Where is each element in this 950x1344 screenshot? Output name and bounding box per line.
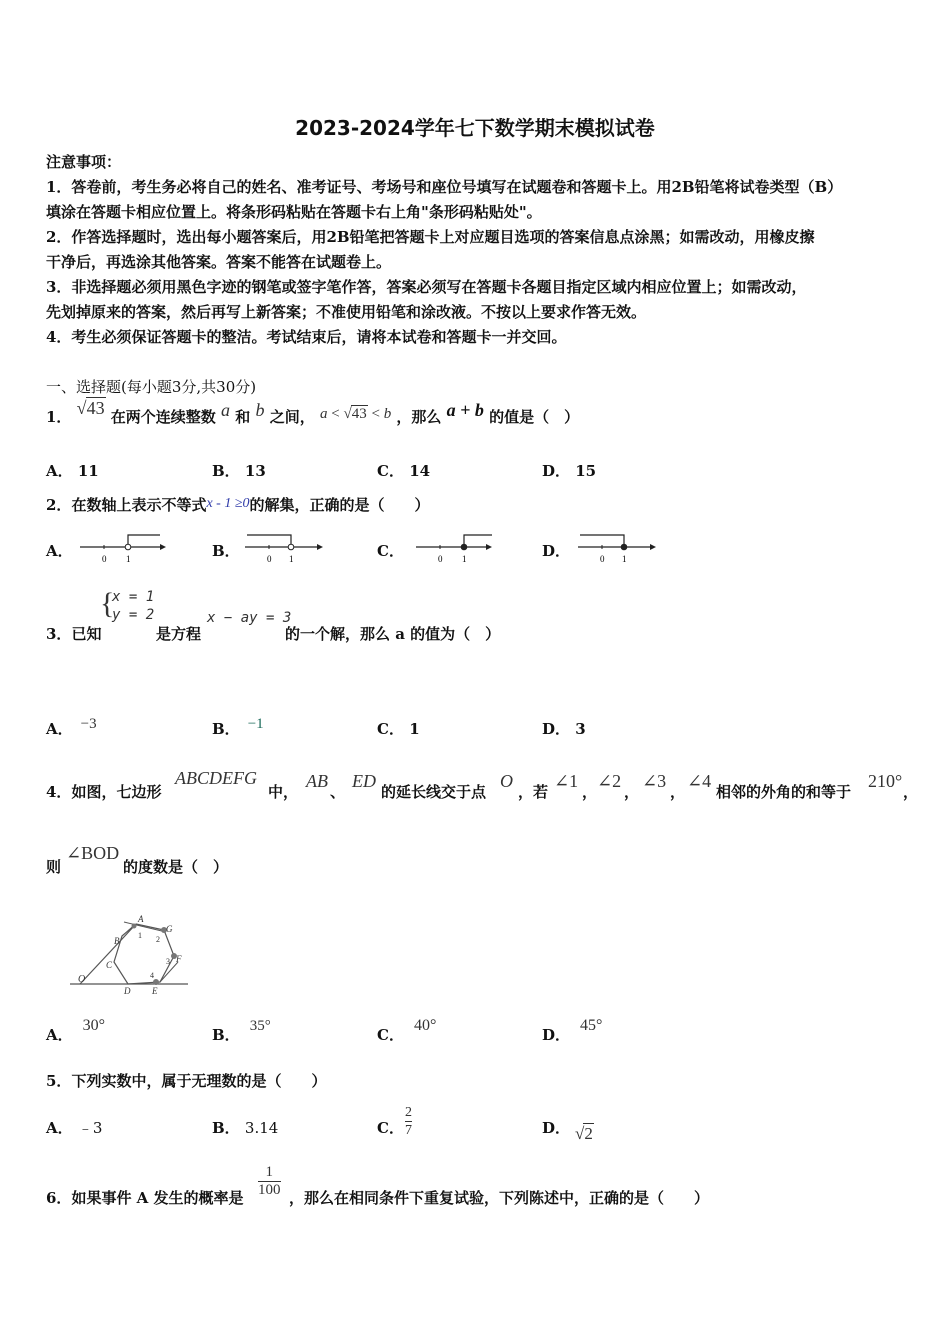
notice-line: 1．答卷前，考生务必将自己的姓名、准考证号、考场号和座位号填写在试题卷和答题卡上。用2B铅笔将试卷类型（B） [46, 178, 843, 196]
q4-option-b[interactable]: B． 35° [212, 1018, 271, 1044]
tick-label: 0 [438, 554, 443, 564]
tick-label: 1 [622, 554, 627, 564]
sqrt-43: √43 [76, 398, 105, 418]
fig-label-g: G [166, 924, 173, 934]
notice-heading: 注意事项： [46, 153, 122, 171]
angle-2: ∠2 [597, 771, 622, 791]
question-2 [46, 494, 430, 515]
section-heading: 一、选择题(每小题3分,共30分) [46, 378, 257, 396]
question-number: 1． [46, 408, 72, 426]
q4-text: ，若 [518, 783, 549, 801]
angle-3: ∠3 [642, 771, 667, 791]
q5-text: 下列实数中，属于无理数的是（ ） [71, 1072, 327, 1090]
notice-block [46, 150, 842, 350]
q3-option-a[interactable]: A． −3 [46, 716, 97, 738]
equation: x − ay = 3 [207, 610, 292, 626]
number-line-a [78, 530, 168, 566]
sqrt-2: √2 [575, 1124, 593, 1143]
q4-text: ， [903, 783, 919, 801]
q3-option-b[interactable]: B． −1 [212, 716, 264, 738]
question-1 [46, 398, 580, 427]
tick-label: 0 [102, 554, 107, 564]
q2-option-a[interactable]: A． [46, 542, 73, 560]
tick-label: 1 [289, 554, 294, 564]
fig-label-b: B [114, 936, 120, 946]
tick-label: 1 [126, 554, 131, 564]
question-number: 3． [46, 625, 72, 643]
angle-1: ∠1 [554, 771, 579, 791]
tick-label: 1 [462, 554, 467, 564]
tick-label: 0 [267, 554, 272, 564]
fig-label-d: D [124, 986, 131, 996]
question-number: 4． [46, 783, 72, 801]
angle-bod: ∠BOD [66, 843, 120, 863]
q1-text: 的值是（ ） [489, 408, 580, 426]
q4-text: 的延长线交于点 [381, 783, 487, 801]
q4-text: 则 [46, 858, 62, 876]
notice-line: 3．非选择题必须用黑色字迹的钢笔或签字笔作答，答案必须写在答题卡各题目指定区域内相应位置上；如需改动， [46, 278, 807, 296]
q4-text: 相邻的外角的和等于 [716, 783, 852, 801]
q2-option-d[interactable]: D． [542, 542, 571, 560]
point-o: O [500, 771, 513, 791]
q2-option-c[interactable]: C． [377, 542, 404, 560]
q4-option-a[interactable]: A．30° [46, 1017, 106, 1044]
q4-text: 、 [330, 783, 346, 801]
page-title: 2023-2024学年七下数学期末模拟试卷 [295, 116, 655, 140]
q4-option-d[interactable]: D．45° [542, 1017, 603, 1044]
fig-label-2: 2 [156, 935, 160, 944]
fraction-1-100: $\frac{1}{100}$ [258, 1164, 281, 1198]
fig-label-1: 1 [138, 931, 142, 940]
inequality: x - 1 ≥0 [206, 496, 250, 511]
fig-label-f: F [176, 954, 182, 964]
angle-sum: 210° [868, 771, 903, 791]
question-number: 5． [46, 1072, 72, 1090]
q6-text: ，那么在相同条件下重复试验，下列陈述中，正确的是（ ） [289, 1189, 710, 1207]
q2-option-b[interactable]: B． [212, 542, 240, 560]
angle-4: ∠4 [687, 771, 712, 791]
q4-text: 的度数是（ ） [123, 858, 229, 876]
number-line-c [414, 530, 504, 566]
fig-label-o: O [78, 974, 86, 985]
q1-text: 在两个连续整数 [110, 408, 216, 426]
number-line-b [243, 530, 333, 566]
q1-option-d[interactable]: D． 15 [542, 462, 597, 480]
q3-option-d[interactable]: D． 3 [542, 720, 586, 738]
q4-text: ， [624, 783, 640, 801]
q1-option-a[interactable]: A． 11 [46, 462, 99, 480]
q3-text: 已知 [71, 625, 102, 643]
fig-label-e: E [152, 986, 158, 996]
notice-line: 4．考生必须保证答题卡的整洁。考试结束后，请将本试卷和答题卡一并交回。 [46, 328, 567, 346]
question-3-cont [156, 623, 201, 644]
notice-line: 填涂在答题卡相应位置上。将条形码粘贴在答题卡右上角"条形码粘贴处"。 [46, 203, 542, 221]
q2-text: 的解集，正确的是（ ） [249, 496, 430, 514]
q4-text: 如图，七边形 [71, 783, 162, 801]
q1-text: ，那么 [396, 408, 442, 426]
q5-option-a[interactable]: A． ﹣3 [46, 1119, 103, 1137]
q1-option-b[interactable]: B． 13 [212, 462, 266, 480]
q4-text: ， [670, 783, 686, 801]
heptagon-figure [68, 912, 192, 998]
fig-label-3: 3 [166, 957, 170, 966]
notice-line: 先划掉原来的答案，然后再写上新答案；不准使用铅笔和涂改液。不按以上要求作答无效。 [46, 303, 647, 321]
question-number: 2． [46, 496, 72, 514]
number-line-d [576, 530, 666, 566]
q5-option-c[interactable]: C． [377, 1119, 404, 1137]
polygon-name: ABCDEFG [175, 768, 257, 788]
notice-line: 干净后，再选涂其他答案。答案不能答在试题卷上。 [46, 253, 392, 271]
q6-text: 如果事件 A 发生的概率是 [71, 1189, 244, 1207]
q4-text: 中， [268, 783, 299, 801]
equation-system: { x = 1 y = 2 [100, 587, 155, 623]
segment-ed: ED [352, 771, 376, 791]
notice-line: 2．作答选择题时，选出每小题答案后，用2B铅笔把答题卡上对应题目选项的答案信息点涂黑；如需改动，用橡皮擦 [46, 228, 815, 246]
question-5 [46, 1070, 326, 1091]
var-a: a [221, 400, 231, 420]
q1-option-c[interactable]: C． 14 [377, 462, 431, 480]
q1-and: 和 [235, 408, 251, 426]
q5-option-d[interactable]: D． [542, 1119, 571, 1137]
sum-a-b: a + b [446, 400, 484, 420]
q3-option-c[interactable]: C． 1 [377, 720, 420, 738]
q4-text: ， [582, 783, 598, 801]
fig-label-c: C [106, 960, 113, 970]
q4-option-c[interactable]: C．40° [377, 1017, 437, 1044]
inequality: a < √43 < b [320, 406, 392, 422]
fraction-2-7: $\frac{2}{7}$ [405, 1105, 412, 1138]
question-3-cont [285, 623, 500, 644]
q5-option-b[interactable]: B． 3.14 [212, 1119, 279, 1137]
question-number: 6． [46, 1189, 72, 1207]
q1-text: 之间， [269, 408, 315, 426]
tick-label: 0 [600, 554, 605, 564]
q2-text: 在数轴上表示不等式 [71, 496, 207, 514]
question-6 [46, 1187, 244, 1208]
question-3 [46, 623, 101, 644]
fig-label-4: 4 [150, 971, 154, 980]
question-4 [46, 781, 161, 802]
fig-label-a: A [138, 914, 144, 924]
q3-text: 的一个解，那么 a 的值为（ ） [285, 625, 501, 643]
var-b: b [255, 400, 265, 420]
q3-text: 是方程 [156, 625, 202, 643]
segment-ab: AB [306, 771, 328, 791]
